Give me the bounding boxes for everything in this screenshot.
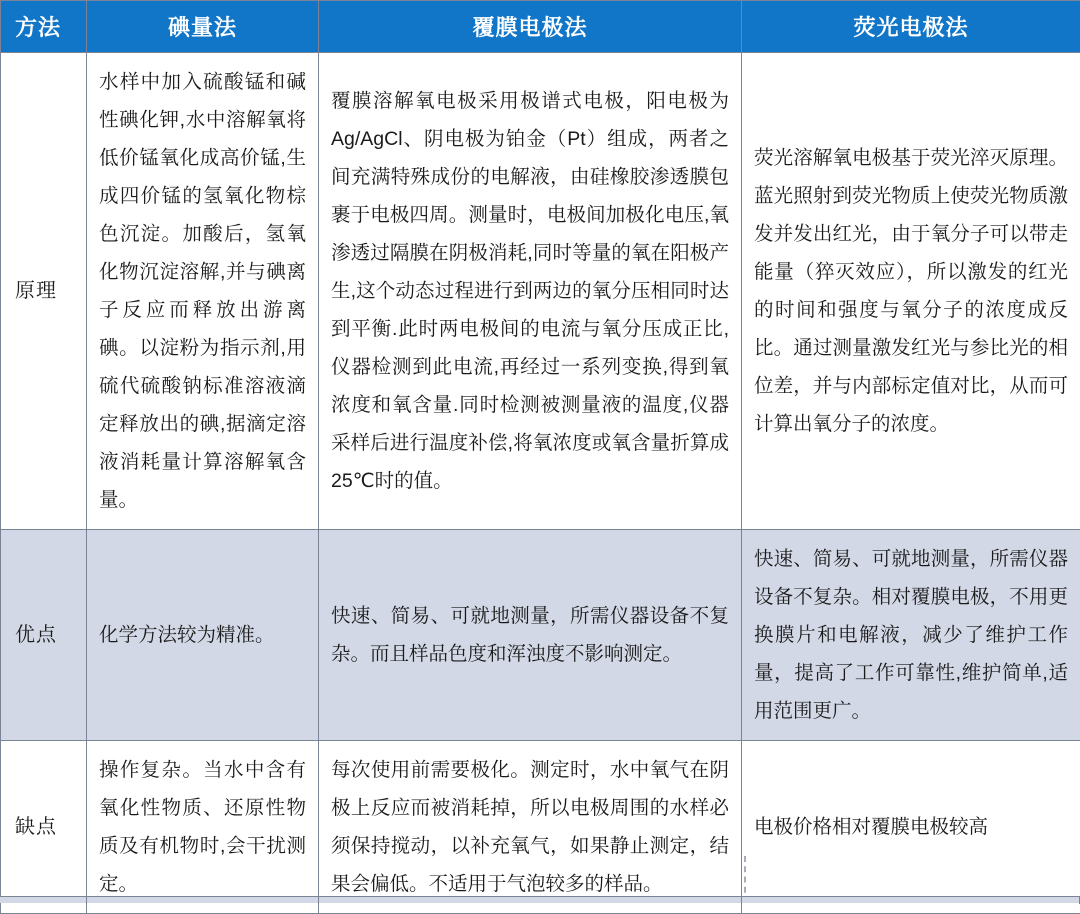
cell-principle-iodometric: 水样中加入硫酸锰和碱性碘化钾,水中溶解氧将低价锰氧化成高价锰,生成四价锰的氢氧化物棕色沉淀。加酸后，氢氧化物沉淀溶解,并与碘离子反应而释放出游离碘。以淀粉为指示剂,用硫代硫酸钠标准溶液滴定释放出的碘,据滴定溶液消耗量计算溶解氧含量。 <box>87 53 319 530</box>
cell-principle-membrane: 覆膜溶解氧电极采用极谱式电极，阳电极为 Ag/AgCl、阴电极为铂金（Pt）组成，两者之间充满特殊成份的电解液，由硅橡胶渗透膜包裹于电极四周。测量时，电极间加极化电压,氧渗透过隔膜在阴极消耗,同时等量的氧在阳极产生,这个动态过程进行到两边的氧分压相同时达到平衡.此时两电极间的电流与氧分压成正比,仪器检测到此电流,再经过一系列变换,得到氧浓度和氧含量.同时检测被测量液的温度,仪器采样后进行温度补偿,将氧浓度或氧含量折算成 25℃时的值。 <box>319 53 742 530</box>
column-header-membrane: 覆膜电极法 <box>319 1 742 53</box>
cell-disadvantages-iodometric: 操作复杂。当水中含有氧化性物质、还原性物质及有机物时,会干扰测定。 <box>87 741 319 914</box>
cell-disadvantages-membrane <box>319 741 742 914</box>
table-row <box>1 53 1080 530</box>
row-label-disadvantages: 缺点 <box>1 741 87 914</box>
header-row <box>1 1 1080 53</box>
table-row <box>1 530 1080 741</box>
row-label-advantages: 优点 <box>1 530 87 741</box>
column-header-method: 方法 <box>1 1 87 53</box>
cell-disadvantages-fluorescent: 电极价格相对覆膜电极较高 <box>742 741 1080 914</box>
table-body <box>1 53 1080 914</box>
table-header <box>1 1 1080 53</box>
cell-advantages-iodometric: 化学方法较为精准。 <box>87 530 319 741</box>
cell-paragraph: 每次使用前需要极化。测定时，水中氧气在阴极上反应而被消耗掉，所以电极周围的水样必须保持搅动，以补充氧气，如果静止测定，结果会偏低。不适用于气泡较多的样品。 <box>331 759 729 895</box>
row-label-principle: 原理 <box>1 53 87 530</box>
cell-advantages-membrane: 快速、简易、可就地测量，所需仪器设备不复杂。而且样品色度和浑浊度不影响测定。 <box>319 530 742 741</box>
column-header-fluorescent: 荧光电极法 <box>742 1 1080 53</box>
table-row <box>1 741 1080 914</box>
cell-advantages-fluorescent: 快速、简易、可就地测量，所需仪器设备不复杂。相对覆膜电极，不用更换膜片和电解液，减少了维护工作量，提高了工作可靠性,维护简单,适用范围更广。 <box>742 530 1080 741</box>
next-row-sliver <box>0 896 1080 903</box>
column-header-iodometric: 碘量法 <box>87 1 319 53</box>
cell-principle-fluorescent: 荧光溶解氧电极基于荧光淬灭原理。蓝光照射到荧光物质上使荧光物质激发并发出红光，由于氧分子可以带走能量（猝灭效应），所以激发的红光的时间和强度与氧分子的浓度成反比。通过测量激发红光与参比光的相位差，并与内部标定值对比，从而可计算出氧分子的浓度。 <box>742 53 1080 530</box>
